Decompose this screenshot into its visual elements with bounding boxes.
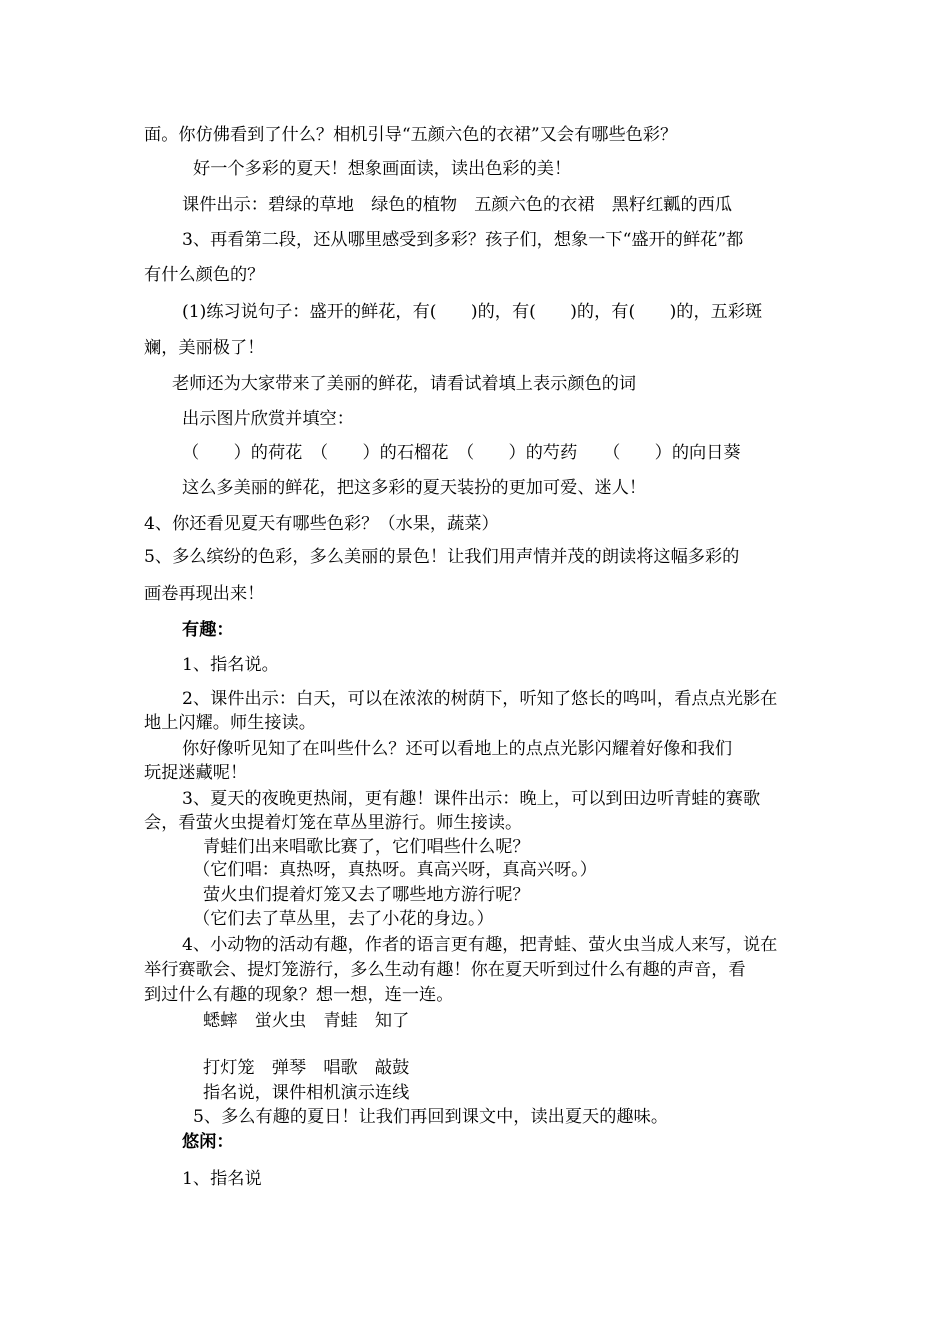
text-line: 萤火虫们提着灯笼又去了哪些地方游行呢？ <box>203 885 530 905</box>
text-line: 你好像听见知了在叫些什么？还可以看地上的点点光影闪耀着好像和我们 <box>182 739 733 759</box>
section-heading: 悠闲： <box>182 1132 234 1152</box>
text-line: 斓，美丽极了！ <box>144 338 265 358</box>
text-line: 老师还为大家带来了美丽的鲜花，请看试着填上表示颜色的词 <box>172 374 637 394</box>
text-line: 课件出示：碧绿的草地 绿色的植物 五颜六色的衣裙 黑籽红瓤的西瓜 <box>182 195 733 215</box>
text-line: 4、你还看见夏天有哪些色彩？（水果，蔬菜） <box>144 514 499 534</box>
text-line: 4、小动物的活动有趣，作者的语言更有趣，把青蛙、萤火虫当成人来写，说在 <box>182 935 778 955</box>
section-heading: 有趣： <box>182 620 234 640</box>
text-line: 地上闪耀。师生接读。 <box>144 713 316 733</box>
text-line: 画卷再现出来！ <box>144 584 265 604</box>
text-line: 1、指名说 <box>182 1169 262 1189</box>
text-line: 3、再看第二段，还从哪里感受到多彩？孩子们，想象一下“盛开的鲜花”都 <box>182 230 744 250</box>
text-line: （ ）的荷花 （ ）的石榴花 （ ）的芍药 （ ）的向日葵 <box>182 443 741 463</box>
text-line: 青蛙们出来唱歌比赛了，它们唱些什么呢？ <box>203 837 530 857</box>
text-line: 玩捉迷藏呢！ <box>144 763 248 783</box>
text-line: 举行赛歌会、提灯笼游行，多么生动有趣！你在夏天听到过什么有趣的声音，看 <box>144 960 746 980</box>
text-line: 蟋蟀 蛍火虫 青蛙 知了 <box>203 1011 410 1031</box>
text-line: 3、夏天的夜晚更热闹，更有趣！课件出示：晚上，可以到田边听青蛙的赛歌 <box>182 789 761 809</box>
text-line: 5、多么缤纷的色彩，多么美丽的景色！让我们用声情并茂的朗读将这幅多彩的 <box>144 547 740 567</box>
text-line: 这么多美丽的鲜花，把这多彩的夏天装扮的更加可爱、迷人！ <box>182 478 647 498</box>
text-line: 打灯笼 弹琴 唱歌 敲鼓 <box>203 1058 410 1078</box>
text-line: 指名说，课件相机演示连线 <box>203 1083 410 1103</box>
text-line: (1)练习说句子：盛开的鲜花，有( )的，有( )的，有( )的，五彩斑 <box>182 302 763 322</box>
text-line: 1、指名说。 <box>182 655 279 675</box>
text-line: 好一个多彩的夏天！想象画面读，读出色彩的美！ <box>193 159 572 179</box>
text-line: 2、课件出示：白天，可以在浓浓的树荫下，听知了悠长的鸣叫，看点点光影在 <box>182 689 778 709</box>
text-line: 出示图片欣赏并填空： <box>182 409 354 429</box>
text-line: 到过什么有趣的现象？想一想，连一连。 <box>144 985 454 1005</box>
text-line: 有什么颜色的？ <box>144 265 265 285</box>
text-line: （它们唱：真热呀，真热呀。真高兴呀，真高兴呀。） <box>193 860 597 880</box>
text-line: 面。你仿佛看到了什么？相机引导“五颜六色的衣裙”又会有哪些色彩？ <box>144 125 678 145</box>
text-line: 5、多么有趣的夏日！让我们再回到课文中，读出夏天的趣味。 <box>193 1107 669 1127</box>
text-line: 会，看萤火虫提着灯笼在草丛里游行。师生接读。 <box>144 813 523 833</box>
text-line: （它们去了草丛里，去了小花的身边。） <box>193 909 494 929</box>
